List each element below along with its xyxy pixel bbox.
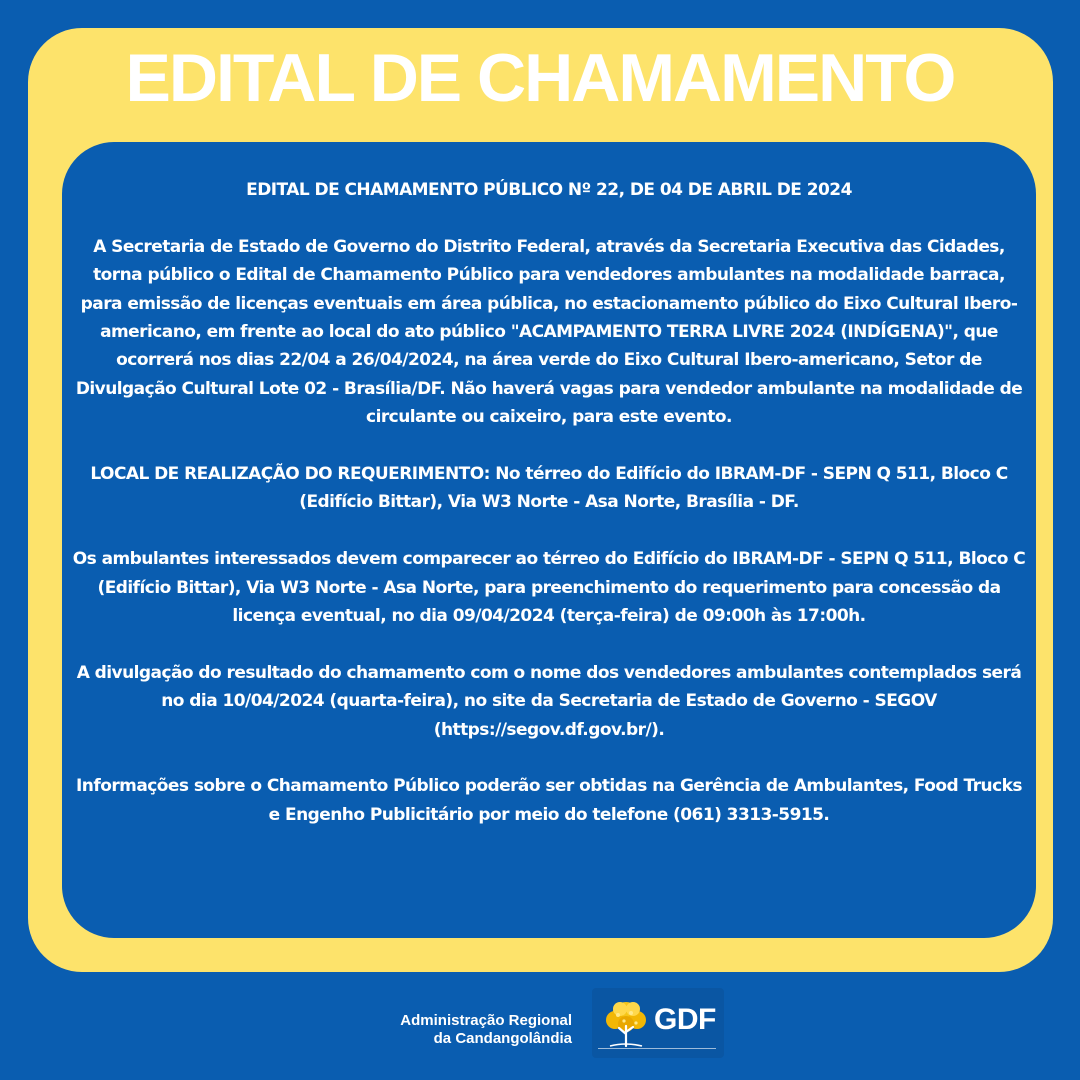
gdf-logo-text: GDF [654, 1003, 716, 1036]
notice-result-paragraph: A divulgação do resultado do chamamento com o nome dos vendedores ambulantes contemplados será no dia 10/04/2024 (quarta-feira), no site da Secretaria de Estado de Governo - SEGOV (https://segov.df.gov.br/). [76, 662, 1022, 740]
admin-name-line1: Administração Regional [400, 1012, 572, 1029]
notice-heading: EDITAL DE CHAMAMENTO PÚBLICO Nº 22, DE 04 DE ABRIL DE 2024 [246, 180, 852, 200]
notice-schedule-paragraph: Os ambulantes interessados devem comparecer ao térreo do Edifício do IBRAM-DF - SEPN Q 511, Bloco C (Edifício Bittar), Via W3 Norte - Asa Norte, para preenchimento do requerimento para concessão da licença eventual, no dia 09/04/2024 (terça-feira) de 09:00h às 17:00h. [72, 549, 1026, 627]
ipe-tree-icon [598, 996, 654, 1052]
regional-administration-name [312, 1012, 572, 1048]
notice-text [72, 176, 1026, 829]
gdf-logo [592, 988, 724, 1058]
notice-intro-paragraph: A Secretaria de Estado de Governo do Distrito Federal, através da Secretaria Executiva das Cidades, torna público o Edital de Chamamento Público para vendedores ambulantes na modalidade barraca, para emissão de licenças eventuais em área pública, no estacionamento público do Eixo Cultural Ibero-americano, em frente ao local do ato público "ACAMPAMENTO TERRA LIVRE 2024 (INDÍGENA)", que ocorrerá nos dias 22/04 a 26/04/2024, na área verde do Eixo Cultural Ibero-americano, Setor de Divulgação Cultural Lote 02 - Brasília/DF. Não haverá vagas para vendedor ambulante na modalidade de circulante ou caixeiro, para este evento. [75, 236, 1023, 428]
notice-contact-paragraph: Informações sobre o Chamamento Público poderão ser obtidas na Gerência de Ambulantes, Food Trucks e Engenho Publicitário por meio do telefone (061) 3313-5915. [76, 776, 1022, 825]
gdf-logo-divider [598, 1048, 716, 1049]
page-title: EDITAL DE CHAMAMENTO [125, 40, 955, 116]
footer [0, 984, 1080, 1080]
admin-name-line2: da Candangolândia [433, 1030, 572, 1047]
notice-location-paragraph: LOCAL DE REALIZAÇÃO DO REQUERIMENTO: No térreo do Edifício do IBRAM-DF - SEPN Q 511, Bloco C (Edifício Bittar), Via W3 Norte - Asa Norte, Brasília - DF. [90, 464, 1008, 513]
